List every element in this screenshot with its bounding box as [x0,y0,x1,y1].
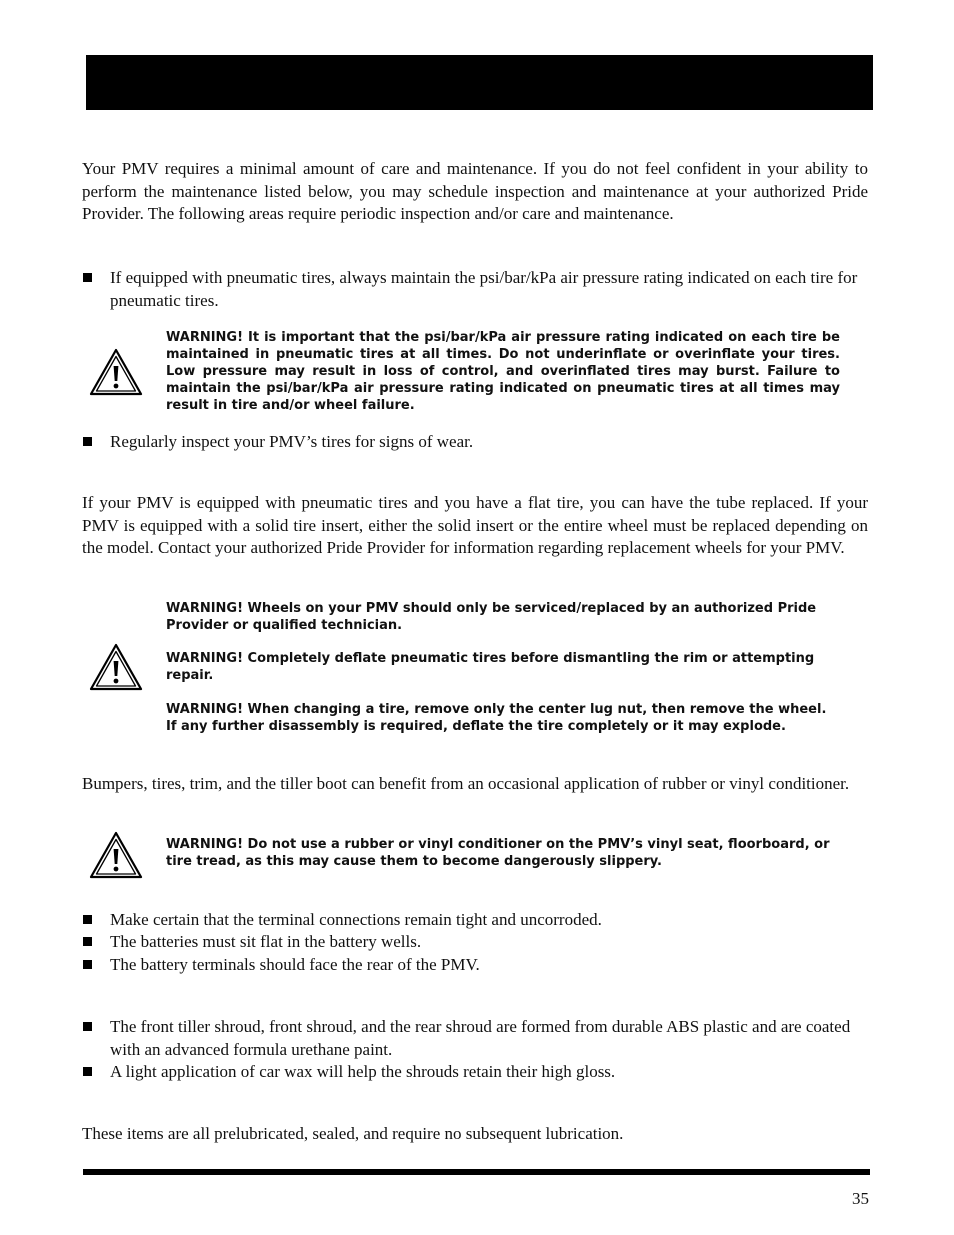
bullet-square-icon [83,915,92,924]
rubber-warning: WARNING! Do not use a rubber or vinyl conditioner on the PMV’s vinyl seat, floorboard, or tire tread, as this may cause them to become dangerously slippery. [166,837,830,869]
bullet-square-icon [83,1022,92,1031]
list-item [82,931,868,954]
lubrication-paragraph: These items are all prelubricated, sealed, and require no subsequent lubrication. [82,1124,624,1143]
wheels-paragraph: If your PMV is equipped with pneumatic tires and you have a flat tire, you can have the tube replaced. If your PMV is equipped with a solid tire insert, either the solid insert or the entire wheel must be replaced depending on the model. Contact your authorized Pride Provider for information regarding replacement wheels for your PMV. [82,493,868,557]
battery-text-3: The battery terminals should face the rear of the PMV. [110,955,480,974]
list-item [82,267,868,312]
section-header-bar [86,55,873,110]
footer-rule [83,1169,870,1175]
bullet-square-icon [83,437,92,446]
intro-paragraph: Your PMV requires a minimal amount of care and maintenance. If you do not feel confident in your ability to perform the maintenance listed below, you may schedule inspection and maintenance at your authorized Pride Provider. The following areas require periodic inspection and/or care and maintenance. [82,159,868,223]
list-item [82,909,868,932]
bullet-square-icon [83,1067,92,1076]
list-item [82,431,868,454]
rubber-paragraph: Bumpers, tires, trim, and the tiller boot can benefit from an occasional application of rubber or vinyl conditioner. [82,774,850,793]
bullet-square-icon [83,273,92,282]
warning-triangle-icon [88,830,144,880]
wheels-warning-1: WARNING! Wheels on your PMV should only be serviced/replaced by an authorized Pride Provider or qualified technician. [166,601,817,633]
wheels-warning-2: WARNING! Completely deflate pneumatic tires before dismantling the rim or attempting repair. [166,651,815,683]
wheels-warning-3: WARNING! When changing a tire, remove only the center lug nut, then remove the wheel. If any further disassembly is required, deflate the tire completely or it may explode. [166,702,827,734]
list-item [82,1016,868,1061]
battery-text-1: Make certain that the terminal connections remain tight and uncorroded. [110,910,602,929]
tire-pressure-text: If equipped with pneumatic tires, always maintain the psi/bar/kPa air pressure rating indicated on each tire for pneumatic tires. [110,268,858,310]
list-item [82,1061,868,1084]
shrouds-text-2: A light application of car wax will help the shrouds retain their high gloss. [110,1062,616,1081]
shrouds-text-1: The front tiller shroud, front shroud, and the rear shroud are formed from durable ABS plastic and are coated with an advanced formula urethane paint. [110,1017,851,1059]
tire-pressure-warning: WARNING! It is important that the psi/bar/kPa air pressure rating indicated on each tire be maintained in pneumatic tires at all times. Do not underinflate or overinflate your tires. Low pressure may result in loss of control, and overinflated tires may burst. Failure to maintain the psi/bar/kPa air pressure rating indicated on pneumatic tires at all times may result in tire and/or wheel failure. [166,330,840,413]
tire-wear-text: Regularly inspect your PMV’s tires for signs of wear. [110,432,474,451]
list-item [82,954,868,977]
bullet-square-icon [83,960,92,969]
warning-triangle-icon [88,642,144,692]
bullet-square-icon [83,937,92,946]
page-number: 35 [852,1189,869,1208]
warning-triangle-icon [88,347,144,397]
battery-text-2: The batteries must sit flat in the battery wells. [110,932,422,951]
